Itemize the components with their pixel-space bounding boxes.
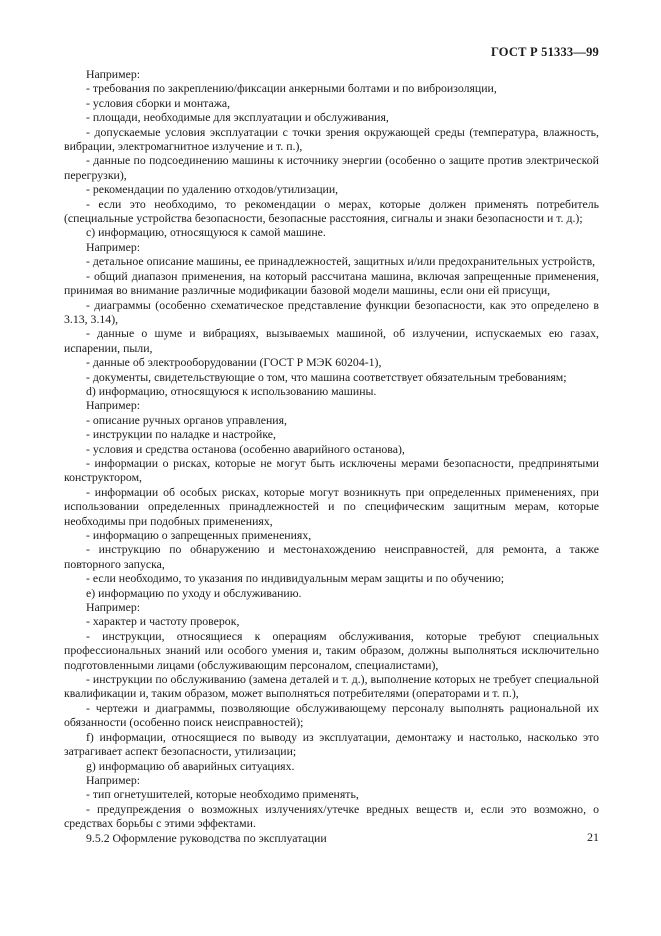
paragraph: e) информацию по уходу и обслуживанию. [86, 585, 302, 600]
paragraph: - требования по закреплению/фиксации анкерными болтами и по виброизоляции, [86, 81, 497, 96]
paragraph: g) информацию об аварийных ситуациях. [86, 758, 295, 773]
paragraph: Например: [86, 398, 141, 413]
paragraph: - данные об электрооборудовании (ГОСТ Р МЭК 60204-1), [86, 355, 382, 370]
paragraph: - инструкцию по обнаружению и местонахождению неисправностей, для ремонта, а также повторного запуска, [64, 542, 599, 571]
paragraph: - если необходимо, то указания по индивидуальным мерам защиты и по обучению; [86, 571, 505, 586]
paragraph: - информации об особых рисках, которые могут возникнуть при определенных применениях, при использовании определенных принадлежностей и по специфическим защитным мерам, которые необходимы при подобных применениях, [64, 484, 599, 528]
paragraph: - допускаемые условия эксплуатации с точки зрения окружающей среды (температура, влажность, вибрации, электромагнитное излучение и т. п.), [64, 124, 599, 154]
paragraph: - инструкции по наладке и настройке, [86, 427, 276, 442]
paragraph: - предупреждения о возможных излучениях/утечке вредных веществ и, если это возможно, о средствах борьбы с этими эффектами. [64, 801, 599, 831]
paragraph: - детальное описание машины, ее принадлежностей, защитных и/или предохранительных устройств, [86, 254, 596, 269]
paragraph: - рекомендации по удалению отходов/утилизации, [86, 182, 339, 197]
paragraph: f) информации, относящиеся по выводу из эксплуатации, демонтажу и настолько, насколько это затрагивает аспект безопасности, утилизации; [64, 729, 599, 759]
paragraph: - данные по подсоединению машины к источнику энергии (особенно о защите против электрической перегрузки), [64, 153, 599, 182]
paragraph: - инструкции, относящиеся к операциям обслуживания, которые требуют специальных профессиональных знаний или особого умения и, таким образом, должны выполняться исключительно подготовленными лицами (обслуживающим персоналом, специалистами), [64, 628, 599, 672]
paragraph: Например: [86, 772, 141, 787]
paragraph: - инструкции по обслуживанию (замена деталей и т. д.), выполнение которых не требует специальной квалификации и, таким образом, может выполняться потребителями (операторами и т. п.), [64, 672, 599, 701]
paragraph: d) информацию, относящуюся к использованию машины. [86, 383, 377, 398]
paragraph: Например: [86, 600, 141, 615]
standard-header: ГОСТ Р 51333—99 [490, 45, 599, 59]
paragraph: - информации о рисках, которые не могут быть исключены мерами безопасности, предпринятыми конструктором, [64, 455, 599, 485]
paragraph: - информацию о запрещенных применениях, [86, 528, 312, 542]
paragraph: - чертежи и диаграммы, позволяющие обслуживающему персоналу выполнять рациональной их обязанности (особенно поиск неисправностей); [64, 700, 599, 730]
paragraph: - характер и частоту проверок, [86, 614, 240, 629]
paragraph: - диаграммы (особенно схематическое представление функции безопасности, как это определено в 3.13, 3.14), [64, 297, 599, 326]
page-number: 21 [587, 830, 599, 844]
paragraph: - общий диапазон применения, на который рассчитана машина, включая запрещенные применения, принимая во внимание различные модификации базовой модели машины, если они ей присущи, [64, 268, 599, 298]
paragraph: - площади, необходимые для эксплуатации и обслуживания, [86, 110, 389, 125]
paragraph: - условия сборки и монтажа, [86, 95, 231, 110]
body-text [64, 67, 599, 845]
paragraph: - описание ручных органов управления, [86, 412, 287, 427]
paragraph: - если это необходимо, то рекомендации о мерах, которые должен применять потребитель (специальные устройства безопасности, безопасные расстояния, сигналы и знаки безопасности и т. д.); [64, 196, 599, 226]
paragraph: - данные о шуме и вибрациях, вызываемых машиной, об излучении, испускаемых ею газах, испарении, пыли, [64, 326, 599, 355]
paragraph: Например: [86, 239, 141, 254]
paragraph: 9.5.2 Оформление руководства по эксплуатации [86, 830, 327, 845]
paragraph: Например: [86, 67, 141, 81]
paragraph: - документы, свидетельствующие о том, что машина соответствует обязательным требованиям; [86, 369, 567, 384]
paragraph: c) информацию, относящуюся к самой машине. [86, 225, 326, 240]
paragraph: - условия и средства останова (особенно аварийного останова), [86, 441, 405, 456]
paragraph: - тип огнетушителей, которые необходимо применять, [86, 787, 359, 802]
